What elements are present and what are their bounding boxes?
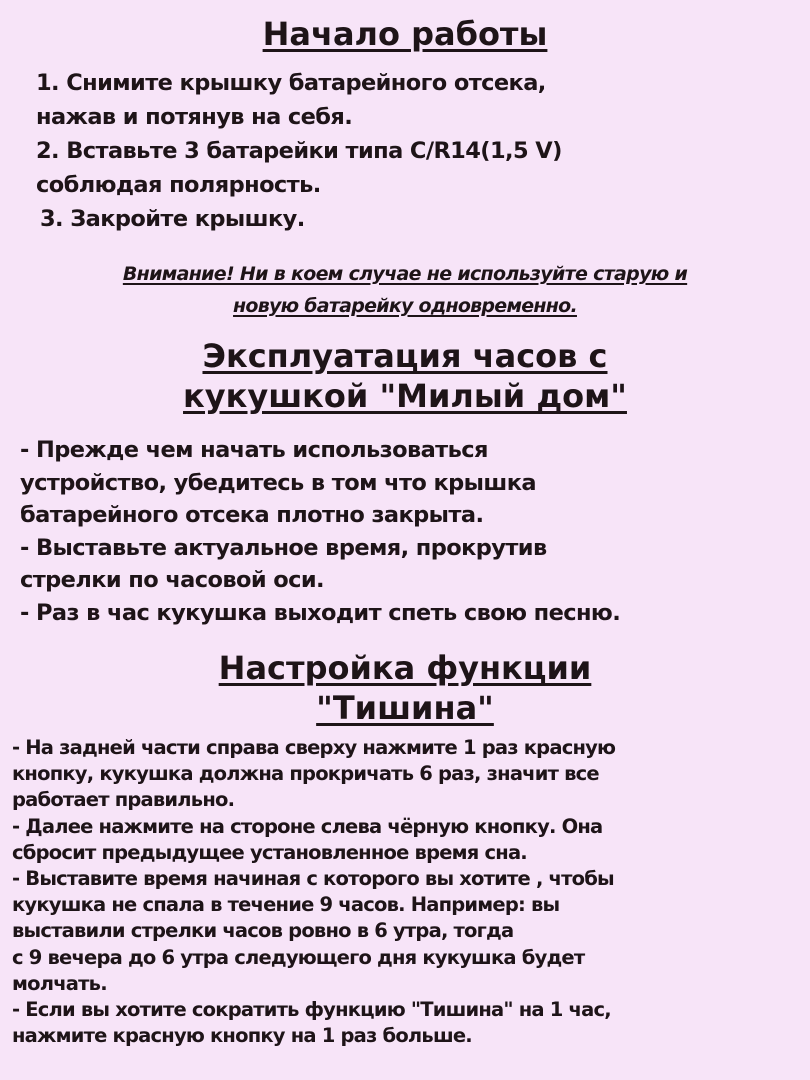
text-line: 1. Снимите крышку батарейного отсека,: [36, 70, 546, 96]
text-line: 3. Закройте крышку.: [40, 206, 305, 232]
text-line: - Если вы хотите сократить функцию "Тишина" на 1 час,: [12, 998, 611, 1022]
text-line: батарейного отсека плотно закрыта.: [20, 502, 484, 528]
text-line: - Выставьте актуальное время, прокрутив: [20, 534, 547, 561]
text-line: соблюдая полярность.: [36, 172, 321, 198]
text-line: сбросит предыдущее установленное время сна.: [12, 840, 527, 864]
warning-line: Внимание! Ни в коем случае не используйте старую и: [122, 263, 688, 285]
title-line: "Тишина": [316, 689, 494, 727]
text-line: - Выставите время начиная с которого вы хотите , чтобы: [12, 867, 614, 891]
text-line: с 9 вечера до 6 утра следующего дня кукушка будет: [12, 945, 585, 969]
text-line: кукушка не спала в течение 9 часов. Например: вы: [12, 893, 560, 917]
section-operation-body: [20, 434, 620, 629]
text-line: 2. Вставьте 3 батарейки типа C/R14(1,5 V): [36, 138, 562, 164]
title-line: кукушкой "Милый дом": [183, 377, 627, 415]
section-silence-title: [0, 648, 810, 728]
text-line: - Раз в час кукушка выходит спеть свою песню.: [20, 599, 621, 626]
title-line: Эксплуатация часов с: [202, 337, 608, 375]
title-line: Настройка функции: [218, 649, 592, 687]
text-line: молчать.: [12, 971, 107, 995]
text-line: нажмите красную кнопку на 1 раз больше.: [12, 1024, 472, 1048]
battery-warning: [0, 258, 810, 322]
text-line: работает правильно.: [12, 788, 235, 812]
warning-line: новую батарейку одновременно.: [233, 295, 577, 317]
section-start-body: [36, 66, 562, 236]
section-silence-body: [12, 735, 615, 1049]
section-start-title: Начало работы: [262, 15, 548, 53]
text-line: - Далее нажмите на стороне слева чёрную кнопку. Она: [12, 814, 603, 838]
text-line: выставили стрелки часов ровно в 6 утра, тогда: [12, 919, 514, 943]
text-line: - Прежде чем начать использоваться: [20, 437, 488, 463]
text-line: - На задней части справа сверху нажмите 1 раз красную: [12, 736, 616, 759]
text-line: кнопку, кукушка должна прокричать 6 раз, значит все: [12, 762, 599, 786]
section-operation-title: [0, 336, 810, 416]
text-line: устройство, убедитесь в том что крышка: [20, 469, 536, 496]
text-line: нажав и потянув на себя.: [36, 104, 353, 130]
text-line: стрелки по часовой оси.: [20, 567, 324, 593]
